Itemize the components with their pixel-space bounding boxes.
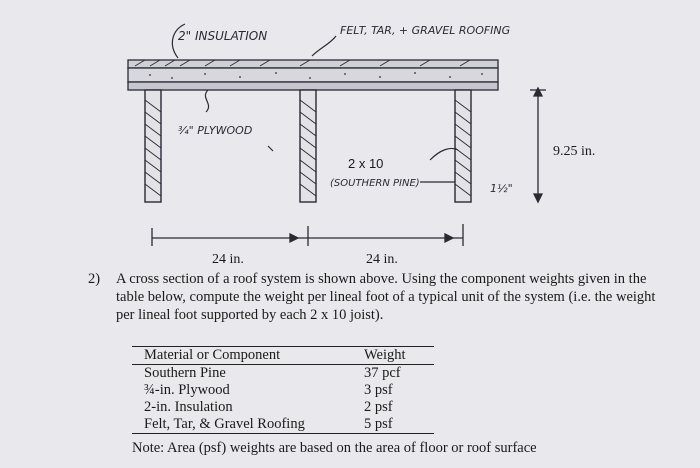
table-row — [132, 365, 434, 383]
header-weight: Weight — [364, 347, 434, 365]
roofing-label: FELT, TAR, + GRAVEL ROOFING — [340, 24, 511, 37]
cell-material: Felt, Tar, & Gravel Roofing — [132, 416, 364, 434]
table-note: Note: Area (psf) weights are based on the area of floor or roof surface — [132, 440, 537, 456]
plywood-label: ¾" PLYWOOD — [178, 124, 253, 137]
cell-weight: 2 psf — [364, 399, 393, 415]
joist-middle — [300, 90, 316, 202]
joist-width-label: 1½" — [490, 182, 513, 195]
spacing-dimension — [152, 224, 463, 246]
joist-depth-label: 9.25 in. — [553, 144, 596, 159]
cell-material: ¾-in. Plywood — [144, 382, 230, 398]
cell-weight: 3 psf — [364, 382, 393, 398]
table-row — [132, 399, 434, 416]
joist-size-label: 2 x 10 — [348, 156, 384, 171]
roof-layers — [128, 60, 498, 90]
problem-number: 2) — [88, 271, 101, 287]
cell-weight: 5 psf — [364, 416, 434, 434]
insulation-label: 2" INSULATION — [178, 29, 268, 43]
component-weights-table — [132, 346, 434, 434]
cell-material: Southern Pine — [144, 365, 226, 381]
cell-material: 2-in. Insulation — [144, 399, 233, 415]
spacing-right-label: 24 in. — [366, 252, 398, 267]
header-material: Material or Component — [132, 347, 364, 365]
joist-left — [145, 90, 161, 202]
joist-species-label: (SOUTHERN PINE) — [330, 178, 420, 189]
cell-weight: 37 pcf — [364, 365, 401, 381]
table-row — [132, 416, 434, 434]
spacing-left-label: 24 in. — [212, 252, 244, 267]
table-row — [132, 382, 434, 399]
problem-text: A cross section of a roof system is shown above. Using the component weights given in the table below, compute the weight per lineal foot of a typical unit of the system (i.e. the weight per lineal foot supported by each 2 x 10 joist). — [116, 271, 656, 323]
depth-dimension — [530, 88, 546, 202]
joist-right — [455, 90, 471, 202]
table-header-row — [132, 347, 434, 365]
